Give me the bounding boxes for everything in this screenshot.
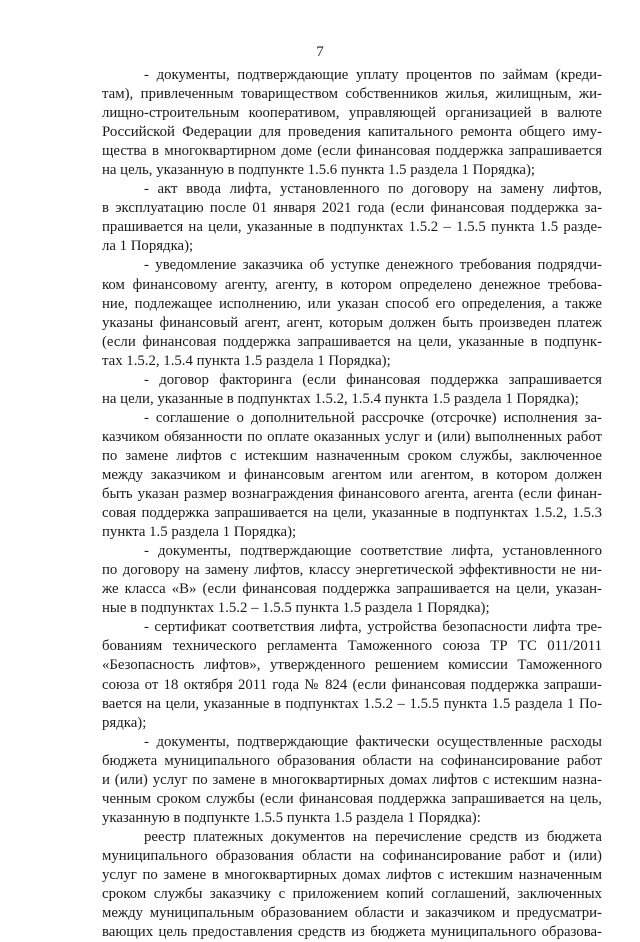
text-line: прашивается на цели, указанные в подпунктах 1.5.2 – 1.5.5 пункта 1.5 разде-	[102, 219, 602, 236]
text-line: вается на цели, указанные в подпунктах 1.5.2 – 1.5.5 пункта 1.5 раздела 1 По-	[102, 695, 602, 712]
text-line: - документы, подтверждающие фактически осуществленные расходы	[144, 733, 602, 750]
text-line: сроком службы заказчику с приложением копий соглашений, заключенных	[102, 886, 602, 903]
text-line: пункта 1.5 раздела 1 Порядка);	[102, 524, 297, 541]
text-line: щества в многоквартирном доме (если финансовая поддержка запрашивается	[102, 143, 602, 160]
text-line: услуг по замене в многоквартирных домах лифтов с истекшим назначенным	[102, 866, 602, 883]
text-line: - документы, подтверждающие уплату процентов по займам (креди-	[144, 67, 602, 83]
text-line: - акт ввода лифта, установленного по договору на замену лифтов,	[144, 181, 602, 198]
text-line: вающих цель предоставления средств из бюджета муниципального образова-	[102, 924, 602, 941]
text-line: же класса «В» (если финансовая поддержка запрашивается на цели, указан-	[102, 581, 602, 598]
text-line: - сертификат соответствия лифта, устройства безопасности лифта тре-	[144, 619, 602, 636]
text-line: реестр платежных документов на перечисление средств из бюджета	[144, 828, 602, 845]
text-line: совая поддержка запрашивается на цели, указанные в подпунктах 1.5.2, 1.5.3	[102, 505, 602, 522]
text-line: ла 1 Порядка);	[102, 238, 194, 255]
text-line: и (или) услуг по замене в многоквартирных домах лифтов с истекшим назна-	[102, 771, 602, 788]
text-line: ченным сроком службы (если финансовая поддержка запрашивается на цель,	[102, 790, 602, 807]
text-line: между заказчиком и финансовым агентом или агентом, в котором должен	[102, 466, 602, 483]
text-line: - соглашение о дополнительной рассрочке (отсрочке) исполнения за-	[144, 409, 602, 426]
text-line: бованиям технического регламента Таможенного союза ТР ТС 011/2011	[102, 638, 602, 655]
text-line: - договор факторинга (если финансовая поддержка запрашивается	[144, 371, 602, 388]
text-line: указанную в подпункте 1.5.5 пункта 1.5 раздела 1 Порядка):	[102, 809, 481, 826]
text-line: (если финансовая поддержка запрашивается на цели, указанные в подпунк-	[102, 333, 602, 350]
text-line: на цель, указанную в подпункте 1.5.6 пункта 1.5 раздела 1 Порядка);	[102, 162, 536, 179]
page-number: 7	[316, 44, 324, 60]
text-line: союза от 18 октября 2011 года № 824 (если финансовая поддержка запраши-	[102, 676, 602, 693]
text-line: Российской Федерации для проведения капитального ремонта общего иму-	[102, 124, 602, 141]
text-line: быть указан размер вознаграждения финансового агента, агента (если финан-	[102, 486, 602, 503]
text-line: казчиком обязанности по оплате оказанных услуг и (или) выполненных работ	[102, 428, 602, 445]
text-line: по договору на замену лифтов, классу энергетической эффективности не ни-	[102, 562, 602, 579]
text-line: ные в подпунктах 1.5.2 – 1.5.5 пункта 1.5 раздела 1 Порядка);	[102, 600, 490, 617]
text-line: по замене лифтов с истекшим назначенным сроком службы, заключенное	[102, 447, 602, 464]
text-line: - уведомление заказчика об уступке денежного требования подрядчи-	[144, 257, 602, 274]
text-line: муниципального образования области на софинансирование работ и (или)	[102, 847, 602, 864]
text-line: бюджета муниципального образования области на софинансирование работ	[102, 752, 602, 769]
text-line: лищно-строительным кооперативом, управляющей организацией в валюте	[102, 105, 602, 122]
text-line: между муниципальным образованием области и заказчиком и предусматри-	[102, 905, 602, 922]
text-line: рядка);	[102, 714, 147, 731]
text-line: на цели, указанные в подпунктах 1.5.2, 1.5.4 пункта 1.5 раздела 1 Порядка);	[102, 390, 579, 407]
text-line: - документы, подтверждающие соответствие лифта, установленного	[144, 543, 602, 560]
text-line: тах 1.5.2, 1.5.4 пункта 1.5 раздела 1 Порядка);	[102, 352, 391, 369]
text-line: ние, подлежащее исполнению, или указан способ его определения, а также	[102, 295, 602, 312]
text-line: в эксплуатацию после 01 января 2021 года (если финансовая поддержка за-	[102, 200, 602, 217]
document-body	[102, 66, 602, 942]
text-line: ком финансовому агенту, агенту, в котором определено денежное требова-	[102, 276, 602, 293]
text-line: указаны финансовый агент, агент, которым должен быть произведен платеж	[102, 314, 602, 331]
text-line: там), привлеченным товариществом собственников жилья, жилищным, жи-	[102, 86, 602, 103]
text-line: «Безопасность лифтов», утвержденного решением комиссии Таможенного	[102, 657, 602, 674]
